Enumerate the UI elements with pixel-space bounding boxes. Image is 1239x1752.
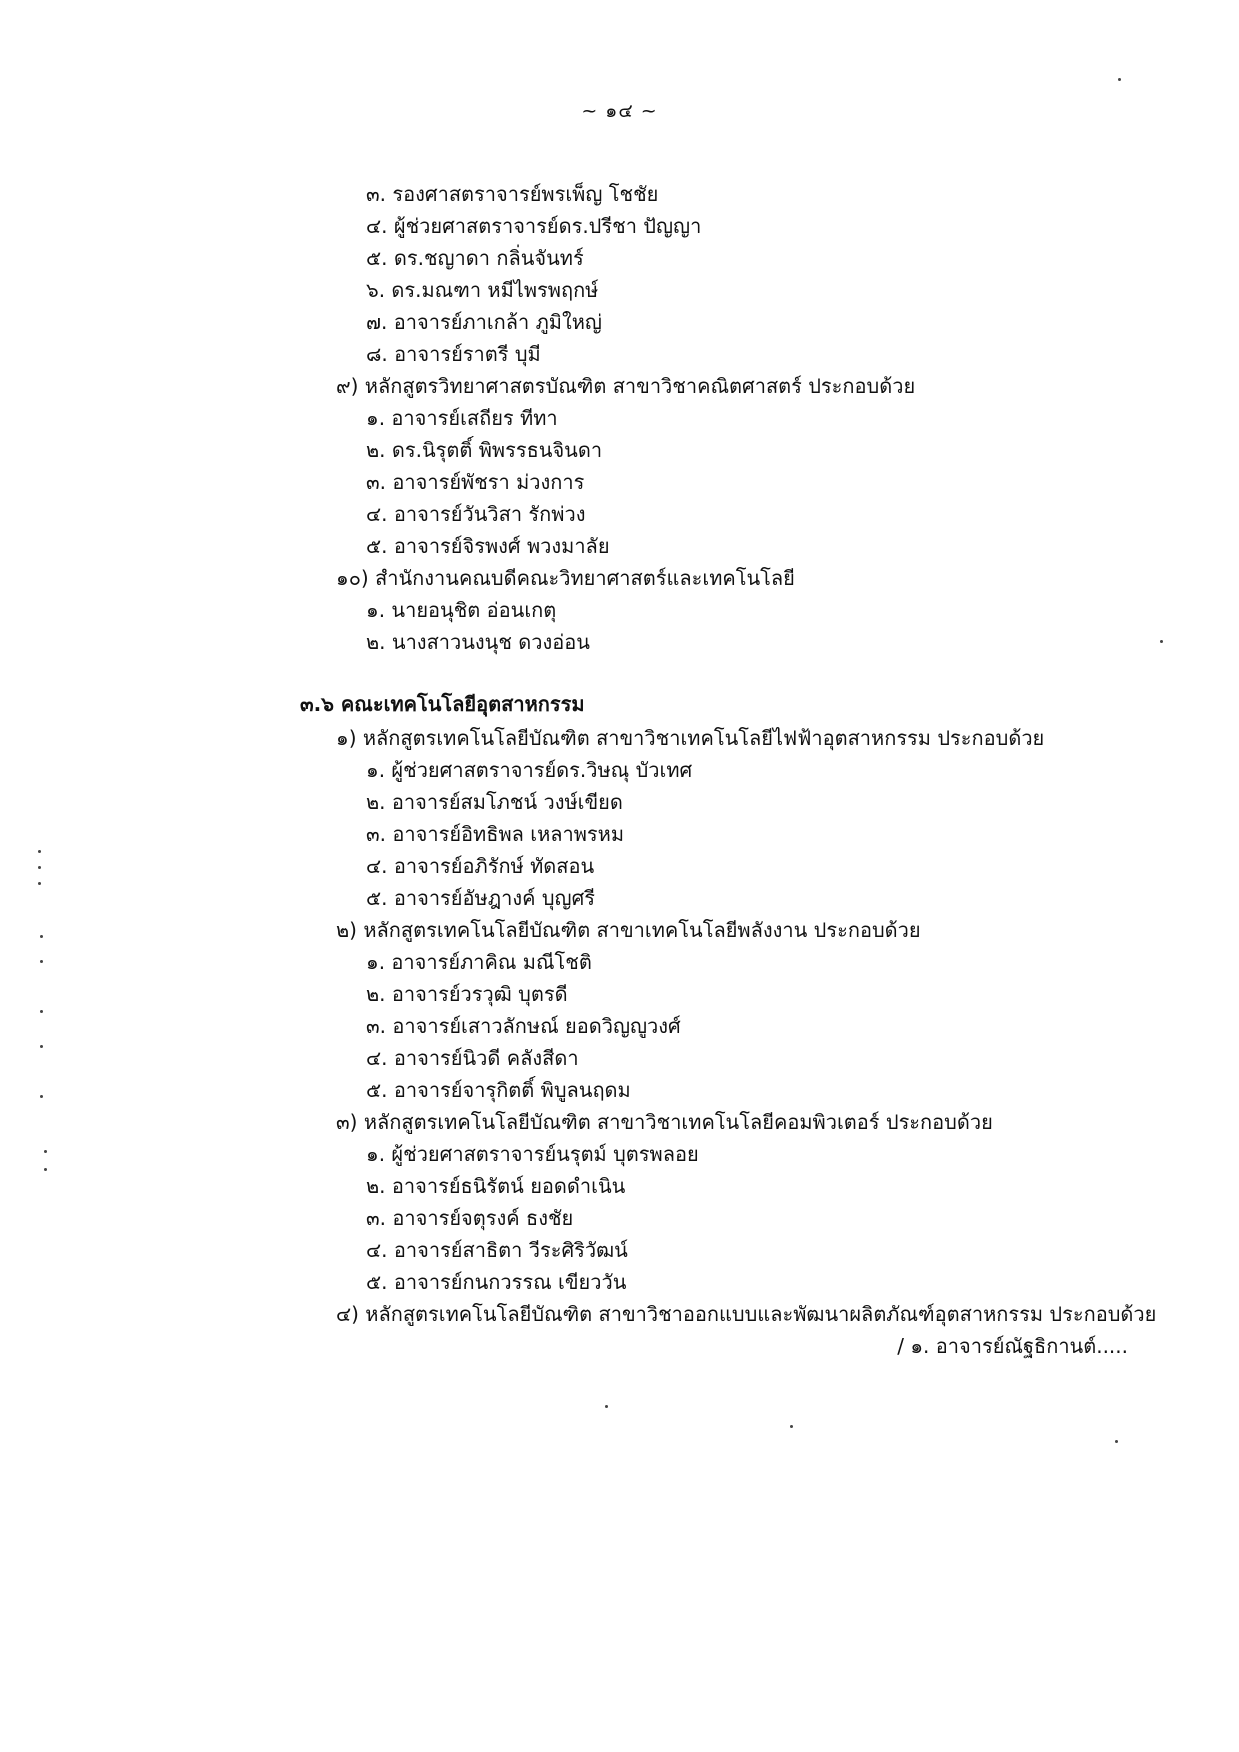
- list-item: ๒. อาจารย์ธนิรัตน์ ยอดดำเนิน: [366, 1174, 626, 1198]
- list-item: ๗. อาจารย์ภาเกล้า ภูมิใหญ่: [366, 310, 602, 334]
- scan-speck: [44, 1150, 47, 1153]
- list-item: ๑. ผู้ช่วยศาสตราจารย์นรุตม์ บุตรพลอย: [366, 1142, 699, 1166]
- list-item: ๖. ดร.มณฑา หมีไพรพฤกษ์: [366, 278, 599, 302]
- scan-speck: [38, 882, 41, 885]
- list-item: ๑. อาจารย์เสถียร ทีทา: [366, 406, 558, 430]
- program-heading: ๙) หลักสูตรวิทยาศาสตรบัณฑิต สาขาวิชาคณิตศาสตร์ ประกอบด้วย: [336, 374, 916, 398]
- scan-speck: [44, 1168, 47, 1171]
- list-item: ๔. อาจารย์อภิรักษ์ ทัดสอน: [366, 854, 595, 878]
- list-item: ๔. ผู้ช่วยศาสตราจารย์ดร.ปรีชา ปัญญา: [366, 214, 702, 238]
- section-title: ๓.๖ คณะเทคโนโลยีอุตสาหกรรม: [300, 692, 585, 716]
- list-item: ๔. อาจารย์สาธิตา วีระศิริวัฒน์: [366, 1238, 628, 1262]
- list-item: ๑. ผู้ช่วยศาสตราจารย์ดร.วิษณุ บัวเทศ: [366, 758, 693, 782]
- scan-speck: [1160, 640, 1163, 643]
- continuation-note: / ๑. อาจารย์ณัฐธิกานต์.....: [897, 1334, 1128, 1358]
- list-item: ๕. ดร.ชญาดา กลิ่นจันทร์: [366, 246, 584, 270]
- scan-speck: [40, 1010, 43, 1013]
- list-item: ๕. อาจารย์จิรพงศ์ พวงมาลัย: [366, 534, 610, 558]
- scan-speck: [1118, 78, 1121, 81]
- page-number: ~ ๑๔ ~: [581, 100, 658, 122]
- program-heading: ๓) หลักสูตรเทคโนโลยีบัณฑิต สาขาวิชาเทคโนโลยีคอมพิวเตอร์ ประกอบด้วย: [336, 1110, 993, 1134]
- list-item: ๓. อาจารย์อิทธิพล เหลาพรหม: [366, 822, 625, 846]
- list-item: ๔. อาจารย์นิวดี คลังสีดา: [366, 1046, 579, 1070]
- list-item: ๕. อาจารย์อัษฎางค์ บุญศรี: [366, 886, 596, 910]
- program-heading: ๑) หลักสูตรเทคโนโลยีบัณฑิต สาขาวิชาเทคโนโลยีไฟฟ้าอุตสาหกรรม ประกอบด้วย: [336, 726, 1045, 750]
- scan-speck: [40, 1045, 43, 1048]
- list-item: ๕. อาจารย์จารุกิตติ์ พิบูลนฤดม: [366, 1078, 631, 1102]
- list-item: ๒. อาจารย์วรวุฒิ บุตรดี: [366, 982, 568, 1006]
- program-heading: ๔) หลักสูตรเทคโนโลยีบัณฑิต สาขาวิชาออกแบบและพัฒนาผลิตภัณฑ์อุตสาหกรรม ประกอบด้วย: [336, 1302, 1157, 1326]
- list-item: ๑. อาจารย์ภาคิณ มณีโชติ: [366, 950, 592, 974]
- list-item: ๘. อาจารย์ราตรี บุมี: [366, 342, 541, 366]
- list-item: ๑. นายอนุชิต อ่อนเกตุ: [366, 598, 557, 622]
- list-item: ๓. อาจารย์พัชรา ม่วงการ: [366, 470, 585, 494]
- program-heading: ๑๐) สำนักงานคณบดีคณะวิทยาศาสตร์และเทคโนโลยี: [336, 566, 795, 590]
- list-item: ๕. อาจารย์กนกวรรณ เขียววัน: [366, 1270, 627, 1294]
- list-item: ๒. ดร.นิรุตติ์ พิพรรธนจินดา: [366, 438, 603, 462]
- scan-speck: [40, 935, 43, 938]
- scan-speck: [38, 850, 41, 853]
- scan-speck: [38, 866, 41, 869]
- list-item: ๒. อาจารย์สมโภชน์ วงษ์เขียด: [366, 790, 623, 814]
- scan-speck: [790, 1425, 793, 1428]
- scan-speck: [605, 1405, 608, 1408]
- list-item: ๒. นางสาวนงนุช ดวงอ่อน: [366, 630, 590, 654]
- scan-speck: [40, 960, 43, 963]
- program-heading: ๒) หลักสูตรเทคโนโลยีบัณฑิต สาขาเทคโนโลยีพลังงาน ประกอบด้วย: [336, 918, 921, 942]
- list-item: ๔. อาจารย์วันวิสา รักพ่วง: [366, 502, 586, 526]
- scan-speck: [1115, 1440, 1118, 1443]
- scan-speck: [40, 1095, 43, 1098]
- list-item: ๓. อาจารย์จตุรงค์ ธงชัย: [366, 1206, 574, 1230]
- list-item: ๓. อาจารย์เสาวลักษณ์ ยอดวิญญูวงศ์: [366, 1014, 681, 1038]
- list-item: ๓. รองศาสตราจารย์พรเพ็ญ โชชัย: [366, 182, 659, 206]
